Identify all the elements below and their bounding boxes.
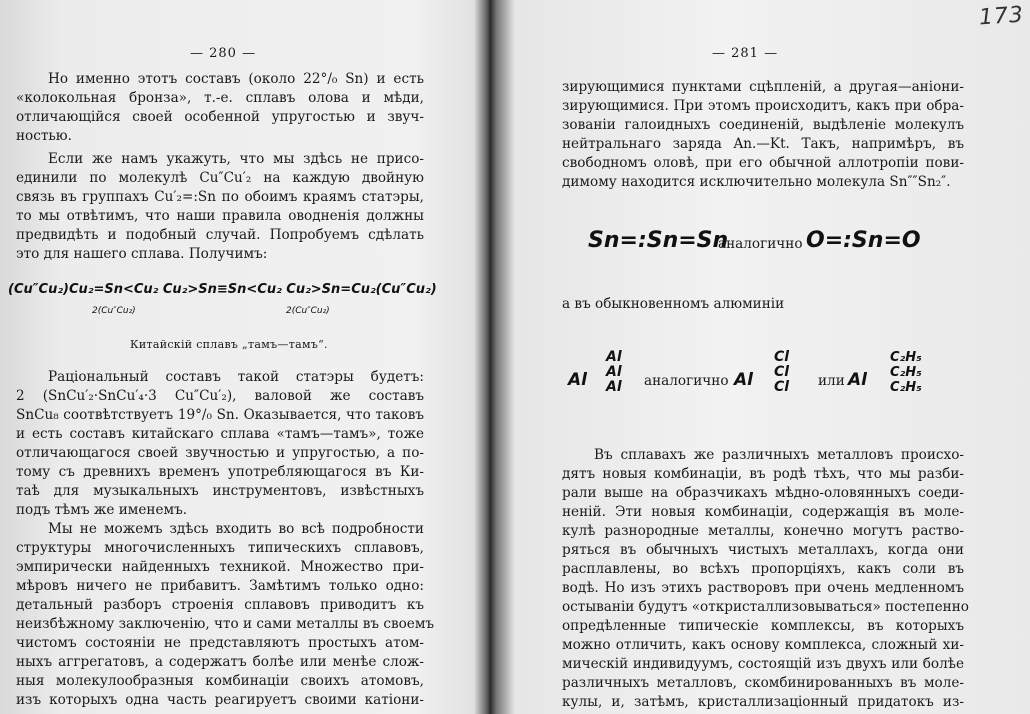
aluminium-chloride-center: Al: [734, 370, 753, 390]
text-line: «колокольная бронза», т.-е. сплавъ олова и мѣди,: [16, 90, 424, 106]
triethylaluminium-center: Al: [848, 370, 867, 390]
aluminium-atom: Al: [606, 349, 622, 365]
text-line: димому находится исключительно молекула Sn″″Sn₂″.: [562, 174, 951, 190]
ethyl-radical: C₂H₅: [890, 380, 922, 395]
text-line: кулы, и, затѣмъ, кристаллизаціонный придатокъ из-: [562, 694, 964, 710]
formula-sub-right: 2(Cu″Cu₂): [286, 306, 330, 316]
text-line: ностью.: [16, 128, 72, 144]
left-paragraph-4: [16, 520, 435, 710]
left-paragraph-1: [16, 70, 424, 146]
ethyl-radical: C₂H₅: [890, 365, 922, 380]
chlorine-atom: Cl: [774, 364, 790, 380]
text-line: изъ которыхъ одна часть реагируетъ своими катіони-: [16, 692, 424, 708]
text-line: 2 (SnCu′₂·SnCu′₄·3 Cu″Cu′₂), валовой же составъ: [16, 388, 424, 404]
text-line: это для нашего сплава. Получимъ:: [16, 246, 268, 262]
text-line: чистомъ состояніи не представляютъ простыхъ атом-: [16, 635, 424, 651]
chloride-group: [774, 350, 789, 395]
chlorine-atom: Cl: [774, 379, 790, 395]
text-line: подъ тѣмъ же именемъ.: [16, 502, 188, 518]
right-paragraph-1: [562, 78, 964, 192]
aluminium-group: [606, 350, 622, 395]
text-line: структуры многочисленныхъ типическихъ сплавовъ,: [16, 540, 424, 556]
text-line: детальный разборъ строенія сплавовъ приводитъ къ: [16, 597, 424, 613]
text-line: различныхъ металловъ, скомбинированныхъ въ моле-: [562, 675, 964, 691]
ethyl-group: [890, 350, 922, 395]
text-line: расплавлены, во всѣхъ пропорціяхъ, какъ соли въ: [562, 561, 964, 577]
text-line: дятъ новыя комбинаціи, въ родѣ тѣхъ, что мы разби-: [562, 466, 964, 482]
text-line: Раціональный составъ такой статэры будетъ:: [48, 369, 424, 385]
text-line: единили по молекулѣ Cu″Cu′₂ на каждую двойную: [16, 170, 424, 186]
text-line: ныхъ аггрегатовъ, а содержатъ болѣе или менѣе слож-: [16, 654, 424, 670]
analogous-word: аналогично: [644, 373, 729, 389]
text-line: нейтральнаго заряда An.—Kt. Такъ, напримѣръ, въ: [562, 136, 964, 152]
left-paragraph-2: [16, 150, 424, 264]
text-line: SnCu₈ соотвѣтствуетъ 19°/₀ Sn. Оказывается, что таковъ: [16, 407, 424, 423]
tin-formula: Sn=:Sn=Sn: [588, 228, 729, 253]
text-line: неизбѣжному заключенію, что и сами металлы въ своемъ: [16, 616, 435, 632]
left-page: [0, 0, 480, 714]
ethyl-radical: C₂H₅: [890, 350, 922, 365]
aluminium-atom: Al: [606, 379, 622, 395]
text-line: мѣровъ ничего не прибавитъ. Замѣтимъ только одно:: [16, 578, 424, 594]
tin-oxide-formula: O=:Sn=O: [806, 228, 921, 253]
text-line: отличающагося своей звучностью и упругостью, а по-: [16, 445, 424, 461]
aluminium-atom: Al: [606, 364, 622, 380]
right-paragraph-2: [562, 446, 969, 712]
text-line: зованіи галоидныхъ соединеній, выдѣленіе молекулъ: [562, 117, 964, 133]
text-line: мическій индивидуумъ, состоящій изъ двухъ или болѣе: [562, 656, 964, 672]
text-line: опредѣленные типическіе комплексы, въ которыхъ: [562, 618, 964, 634]
text-line: связь въ группахъ Cu′₂=:Sn по обоимъ краямъ статэры,: [16, 189, 424, 205]
handwritten-folio-number: 173: [978, 2, 1025, 31]
left-paragraph-3: [16, 368, 424, 520]
right-page: [492, 0, 1030, 714]
text-line: и есть составъ китайскаго сплава «тамъ—тамъ», тоже: [16, 426, 424, 442]
text-line: Если же намъ укажуть, что мы здѣсь не присо-: [48, 151, 424, 167]
copper-tin-formula: (Cu″Cu₂)Cu₂=Sn<Cu₂ Cu₂>Sn≡Sn<Cu₂ Cu₂>Sn=Cu₂(Cu″Cu₂): [8, 282, 437, 297]
right-page-number: — 281 —: [712, 46, 779, 61]
chlorine-atom: Cl: [774, 349, 790, 365]
text-line: рали выше на образчикахъ мѣдно-оловянныхъ соеди-: [562, 485, 964, 501]
text-line: предвидѣть и подобный случай. Попробуемъ сдѣлать: [16, 227, 424, 243]
text-line: то мы отвѣтимъ, что наши правила оводненія должны: [16, 208, 424, 224]
text-line: таѣ для музыкальныхъ инструментовъ, извѣстныхъ: [16, 483, 424, 499]
text-line: свободномъ оловѣ, при его обычной аллотропіи пови-: [562, 155, 964, 171]
text-line: остываніи будутъ «откристаллизовываться» постепенно: [562, 599, 969, 615]
text-line: зирующимися пунктами сцѣпленій, а другая—аніони-: [562, 79, 964, 95]
aluminium-center: Al: [568, 370, 587, 390]
text-line: можно отличить, какъ основу комплекса, сложный хи-: [562, 637, 964, 653]
text-line: отличающійся своей особенной упругостью и звуч-: [16, 109, 424, 125]
text-line: Мы не можемъ здѣсь входить во всѣ подробности: [48, 521, 424, 537]
text-line: неній. Эти новыя комбинаціи, содержащія въ моле-: [562, 504, 964, 520]
or-word: или: [818, 373, 845, 389]
text-line: Но именно этотъ составъ (около 22°/₀ Sn) и есть: [48, 71, 424, 87]
text-line: Въ сплавахъ же различныхъ металловъ происхо-: [594, 447, 964, 463]
text-line: эмпирически найденныхъ техникой. Множество при-: [16, 559, 424, 575]
text-line: тому съ древнихъ временъ употребляющагося въ Ки-: [16, 464, 424, 480]
aluminium-intro: а въ обыкновенномъ алюминіи: [562, 296, 785, 312]
formula-sub-left: 2(Cu″Cu₂): [92, 306, 136, 316]
text-line: ряться въ обычныхъ чистыхъ металлахъ, когда они: [562, 542, 964, 558]
text-line: ныя молекулообразныя комбинаціи своихъ атомовъ,: [16, 673, 424, 689]
formula-caption: Китайскій сплавъ „тамъ—тамъ“.: [130, 338, 328, 351]
analogous-word: аналогично: [718, 236, 803, 252]
text-line: кулѣ разнородные металлы, конечно могутъ раство-: [562, 523, 964, 539]
left-page-number: — 280 —: [190, 46, 257, 61]
text-line: зирующимися. При этомъ происходитъ, какъ при обра-: [562, 98, 964, 114]
text-line: водѣ. Но изъ этихъ растворовъ при очень медленномъ: [562, 580, 964, 596]
